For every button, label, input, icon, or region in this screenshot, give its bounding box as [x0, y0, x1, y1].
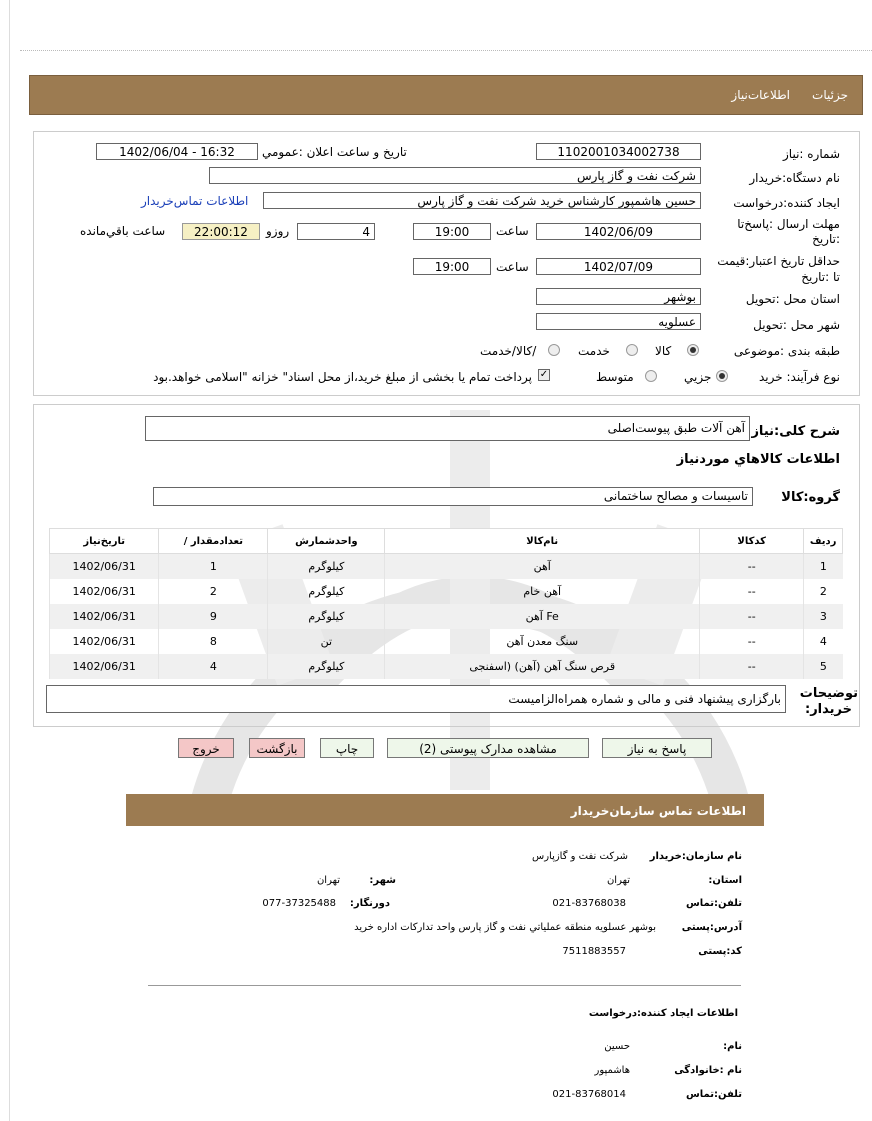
cell-index: 2 — [804, 579, 843, 604]
fax-value: 077-37325488 — [262, 898, 336, 909]
buyer-org-field: شرکت نفت و گاز پارس — [209, 167, 701, 184]
col-quantity: / تعدادمقدار — [159, 529, 268, 554]
announce-label: تاريخ و ساعت اعلان :عمومي — [262, 145, 407, 159]
creator-name-value: حسين — [604, 1041, 630, 1052]
top-divider — [20, 50, 872, 51]
province-contact-label: :استان — [708, 875, 742, 886]
category-label: طبقه بندی :موضوعی — [733, 344, 840, 358]
process-partial-radio[interactable] — [716, 370, 728, 382]
exit-button[interactable]: خروج — [178, 738, 234, 758]
cell-unit: کيلوگرم — [268, 654, 385, 679]
province-label: استان محل :تحويل — [745, 292, 840, 306]
category-goods-service-label: کالا/خدمت/ — [480, 344, 537, 358]
cell-index: 4 — [804, 629, 843, 654]
city-contact-label: :شهر — [369, 875, 396, 886]
need-number-label: شماره :نیاز — [783, 147, 840, 161]
city-contact-value: تهران — [316, 875, 340, 886]
goods-group-label: گروه:کالا — [781, 490, 840, 505]
cell-code: -- — [700, 554, 804, 580]
summary-field: آهن آلات طبق پیوست‌اصلی — [145, 416, 750, 441]
city-field: عسلويه — [536, 313, 701, 330]
category-service-label: خدمت — [578, 344, 610, 358]
cell-qty: 4 — [159, 654, 268, 679]
table-row — [50, 629, 843, 654]
process-medium-radio[interactable] — [645, 370, 657, 382]
cell-date: 1402/06/31 — [50, 579, 159, 604]
creator-phone-label: تلفن:تماس — [685, 1089, 742, 1100]
cell-date: 1402/06/31 — [50, 604, 159, 629]
days-label: روزو — [266, 224, 290, 238]
contact-divider — [148, 985, 741, 986]
summary-label: شرح کلی:نیاز — [751, 424, 840, 439]
view-attachments-button[interactable]: مشاهده مدارک پيوستی (2) — [387, 738, 589, 758]
col-goods-name: نام‌کالا — [385, 529, 700, 554]
creator-info-title: اطلاعات ایجاد کننده:درخواست — [588, 1008, 738, 1019]
province-contact-value: تهران — [606, 875, 630, 886]
fax-label: :دورنگار — [349, 898, 390, 909]
deadline-time-field: 19:00 — [413, 223, 491, 240]
reply-button[interactable]: پاسخ به نياز — [602, 738, 712, 758]
cell-name: سنگ معدن آهن — [385, 629, 700, 654]
tab-details[interactable]: جزئیات — [812, 88, 848, 102]
phone-label: تلفن:تماس — [685, 898, 742, 909]
validity-time-field: 19:00 — [413, 258, 491, 275]
category-goods-service-radio[interactable] — [548, 344, 560, 356]
deadline-date-field: 1402/06/09 — [536, 223, 701, 240]
creator-label: ايجاد کننده:درخواست — [733, 196, 840, 210]
back-button[interactable]: بازگشت — [249, 738, 305, 758]
goods-group-field: تاسیسات و مصالح ساختمانی — [153, 487, 753, 506]
buyer-notes-label-2: :خریدار — [805, 702, 852, 717]
cell-name: آهن خام — [385, 579, 700, 604]
deadline-label: مهلت ارسال :پاسخ‌تا — [737, 217, 840, 231]
header-bar — [29, 75, 863, 115]
process-medium-label: متوسط — [596, 370, 634, 384]
cell-code: -- — [700, 654, 804, 679]
cell-qty: 2 — [159, 579, 268, 604]
process-partial-label: جزيي — [684, 370, 712, 384]
category-goods-radio[interactable] — [687, 344, 699, 356]
phone-value: 021-83768038 — [552, 898, 626, 909]
category-service-radio[interactable] — [626, 344, 638, 356]
table-row — [50, 604, 843, 629]
table-row — [50, 579, 843, 604]
org-label: نام سازمان:خریدار — [649, 851, 742, 862]
cell-name: آهن — [385, 554, 700, 580]
remaining-label: ساعت باقي‌مانده — [80, 224, 166, 238]
goods-table-header — [50, 529, 843, 554]
cell-unit: تن — [268, 629, 385, 654]
cell-index: 1 — [804, 554, 843, 580]
print-button[interactable]: چاپ — [320, 738, 374, 758]
table-row — [50, 654, 843, 679]
cell-code: -- — [700, 604, 804, 629]
cell-unit: کيلوگرم — [268, 604, 385, 629]
creator-name-label: :نام — [723, 1041, 742, 1052]
validity-label-2: تا :تاريخ — [801, 270, 840, 284]
cell-qty: 8 — [159, 629, 268, 654]
tab-need-info[interactable]: اطلاعات‌نیاز — [731, 88, 790, 102]
table-row — [50, 554, 843, 580]
buyer-contact-title: اطلاعات تماس سازمان‌خريدار — [570, 804, 746, 818]
validity-date-field: 1402/07/09 — [536, 258, 701, 275]
cell-date: 1402/06/31 — [50, 554, 159, 580]
buyer-contact-bar — [126, 794, 764, 826]
col-goods-code: کدکالا — [700, 529, 804, 554]
page-left-border — [9, 0, 10, 1121]
cell-unit: کيلوگرم — [268, 579, 385, 604]
cell-unit: کيلوگرم — [268, 554, 385, 580]
org-value: شرکت نفت و گازپارس — [531, 851, 628, 862]
cell-qty: 1 — [159, 554, 268, 580]
postal-label: کد:پستی — [698, 946, 742, 957]
cell-code: -- — [700, 629, 804, 654]
address-value: بوشهر عسلويه منطقه عملياتي نفت و گاز پارس واحد تداركات اداره خريد — [354, 922, 656, 933]
need-number-field: 1102001034002738 — [536, 143, 701, 160]
validity-time-label: ساعت — [496, 260, 529, 274]
goods-table — [49, 528, 843, 679]
cell-date: 1402/06/31 — [50, 629, 159, 654]
province-field: بوشهر — [536, 288, 701, 305]
cell-name: قرص سنگ آهن (آهن) (اسفنجی — [385, 654, 700, 679]
announce-datetime-field: 1402/06/04 - 16:32 — [96, 143, 258, 160]
process-label: نوع فرآيند: خريد — [759, 370, 840, 384]
days-field: 4 — [297, 223, 375, 240]
creator-phone-value: 021-83768014 — [552, 1089, 626, 1100]
cell-index: 3 — [804, 604, 843, 629]
treasury-payment-checkbox[interactable]: ✓ — [539, 369, 549, 380]
buyer-notes-label: توضیحات — [799, 686, 858, 701]
col-row-index: رديف — [804, 529, 843, 554]
creator-family-label: نام :خانوادگی — [674, 1065, 742, 1076]
postal-value: 7511883557 — [562, 946, 626, 957]
address-label: آدرس:پستی — [681, 922, 742, 933]
deadline-time-label: ساعت — [496, 224, 529, 238]
deadline-label-2: :تاريخ — [812, 232, 840, 246]
treasury-payment-label: پرداخت تمام يا بخشی از مبلغ خريد،از محل اسناد" خزانه "اسلامی خواهد.بود — [153, 370, 532, 384]
buyer-contact-link[interactable]: اطلاعات تماس‌خريدار — [141, 194, 249, 208]
cell-date: 1402/06/31 — [50, 654, 159, 679]
cell-qty: 9 — [159, 604, 268, 629]
col-unit: واحدشمارش — [268, 529, 385, 554]
col-need-date: تاريخ‌نياز — [50, 529, 159, 554]
buyer-org-label: نام دستگاه:خريدار — [749, 171, 840, 185]
remaining-time-field: 22:00:12 — [182, 223, 260, 240]
cell-index: 5 — [804, 654, 843, 679]
cell-code: -- — [700, 579, 804, 604]
city-label: شهر محل :تحويل — [753, 318, 840, 332]
buyer-notes-field: بارگزاری پیشنهاد فنی و مالی و شماره همراه‌الزامیست — [46, 685, 786, 713]
goods-info-title: اطلاعات کالاهاي موردنياز — [676, 452, 840, 467]
creator-family-value: هاشمپور — [594, 1065, 630, 1076]
validity-label: حداقل تاريخ اعتبار:قيمت — [717, 254, 840, 268]
category-goods-label: کالا — [655, 344, 672, 358]
cell-name: آهن Fe — [385, 604, 700, 629]
creator-field: حسین هاشمپور کارشناس خرید شرکت نفت و گاز پارس — [263, 192, 701, 209]
